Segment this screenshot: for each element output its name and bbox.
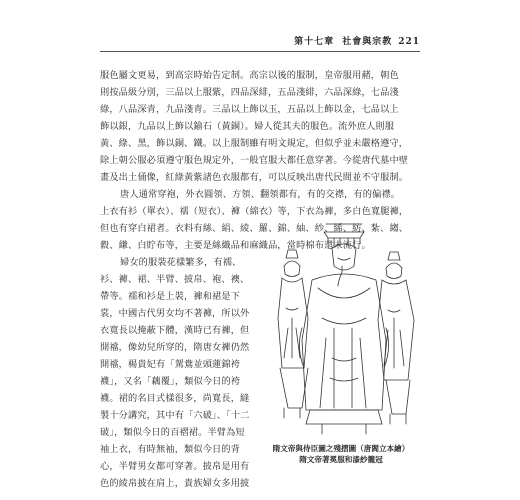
- caption-line-2: 隋文帝著冕服和漆紗籠冠: [299, 455, 383, 464]
- text-line: 但也有穿白裙者。衣料有絲、絹、綾、羅、錦、紬、紗、絺、紡、紮、縐、: [100, 223, 409, 234]
- text-line: 畫及出土俑像，紅綠黃紫諸色衣服都有，可以反映出唐代民間並不守服制。: [100, 172, 409, 183]
- text-line: 製十分講究，其中有「六破」、「十二: [100, 410, 250, 421]
- text-line: 上衣有衫（單衣）、襦（短衣）、褲（綿衣）等，下衣為褲，多白色寬腿褲，: [100, 206, 409, 217]
- left-attendant-figure: [278, 250, 308, 418]
- text-line: 破」，類似今日的百褶裙。半臂為短: [100, 427, 245, 438]
- header-chapter: 第十七章: [294, 37, 335, 47]
- text-line: 開襠，楊貴妃有「駕鴦並頭蓮錦袴: [100, 359, 241, 370]
- right-attendant-figure: [378, 252, 414, 424]
- header-rule: [100, 51, 420, 52]
- text-line: 衫、褲、裙、半臂、披帛、袍、襖、: [100, 274, 250, 285]
- text-line: 服色屬文更易，到高宗時始告定制。高宗以後的服制，皇帝服用赭，朝色: [100, 70, 399, 81]
- text-line: 心，半臂男女都可穿著。披帛是用有: [100, 461, 250, 472]
- text-line: 婦女的服裝花樣繁多，有襦、: [120, 257, 242, 268]
- header-text: [294, 34, 420, 47]
- running-header: [100, 30, 420, 50]
- text-line: 則按品級分別，三品以上服紫，四品深緋，五品淺緋，六品深綠，七品淺: [100, 87, 399, 98]
- figure-caption: [262, 443, 420, 465]
- text-line: 袖上衣，有時無袖，類似今日的背: [100, 444, 241, 455]
- text-line: 飾以銀，九品以上飾以鍮石（黃銅）。婦人從其夫的服色。流外庶人則服: [100, 121, 395, 132]
- text-line: 黃、綠、黑，飾以銅、鐵。以上服制雖有明文規定，但似乎並未嚴格遵守，: [100, 138, 409, 149]
- emperor-illustration: [262, 218, 420, 440]
- text-line: 襪。裙的名目式樣很多，尚寬長，縫: [100, 393, 250, 404]
- caption-line-1: 隋文帝與侍臣圖之殘摺圖（唐閻立本繪）: [272, 444, 410, 453]
- text-line: 襪」，又名「藕覆」，類似今日的袴: [100, 376, 241, 387]
- header-title: 社會與宗教: [342, 37, 393, 47]
- page-number: 221: [398, 37, 420, 47]
- text-line: 帶等。襦和衫是上裝，褲和裙是下: [100, 291, 241, 302]
- text-line: 除上朝公服必須遵守服色規定外，一般官服大都任意穿著。今從唐代墓中壁: [100, 155, 409, 166]
- text-line: 縠、縑、白貯布等，主要是絲織品和麻織品，當時棉布還未流行。: [100, 240, 371, 251]
- text-line: 唐人通常穿袍，外衣圓領、方領、翻領都有，有的交襟，有的偏襟。: [120, 189, 401, 200]
- emperor-figure: [299, 224, 388, 434]
- text-line: 裳，中國古代男女均不著褲，所以外: [100, 308, 250, 319]
- text-line: 衣寬長以掩蔽下體，漢時已有褲，但: [100, 325, 250, 336]
- text-line: 開襠，像幼兒所穿的，隋唐女褲仍然: [100, 342, 250, 353]
- text-line: 綠，八品深青，九品淺青。三品以上飾以玉，五品以上飾以金，七品以上: [100, 104, 399, 115]
- text-line: 色的綾帛披在肩上，貴族婦女多用披: [100, 478, 250, 489]
